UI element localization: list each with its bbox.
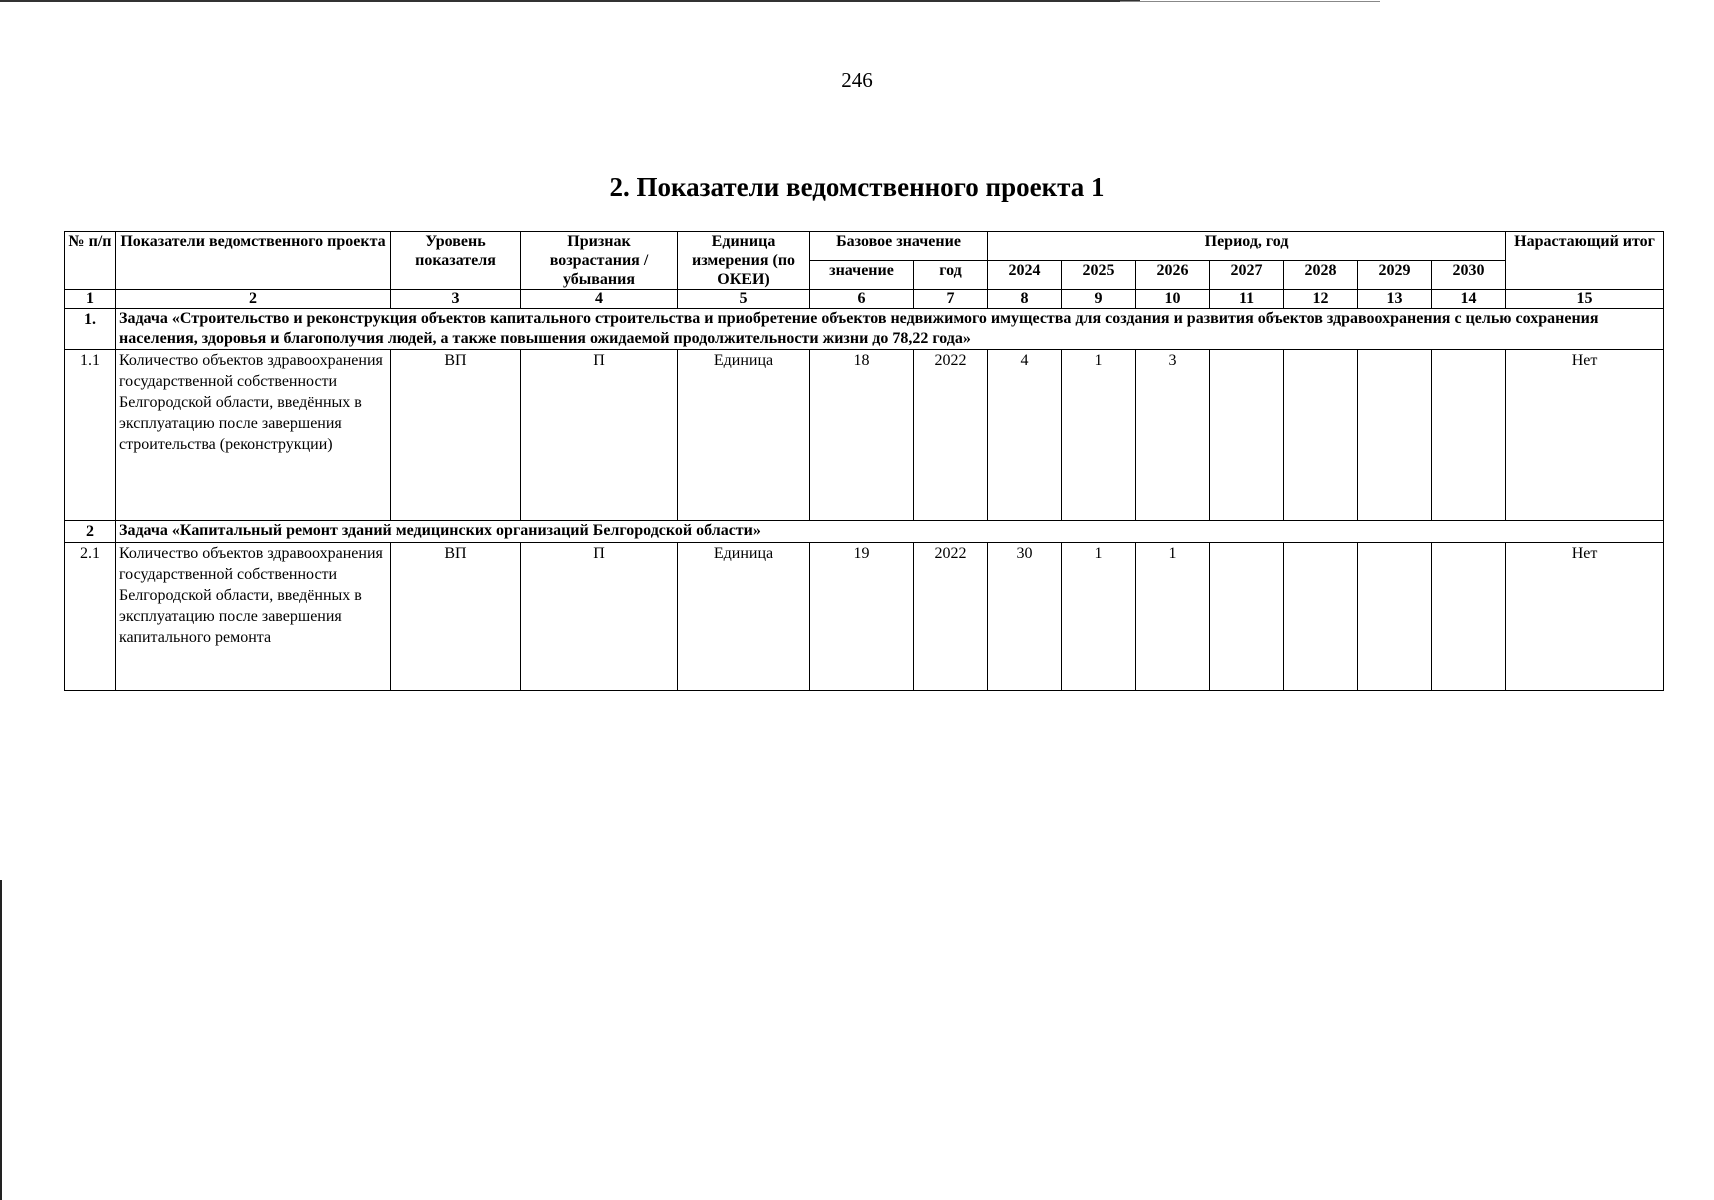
header-base-group: Базовое значение [810,232,988,261]
year-value: 1 [1136,543,1210,691]
header-year: 2027 [1210,261,1284,290]
header-year: 2024 [988,261,1062,290]
year-value: 4 [988,350,1062,521]
column-number: 4 [521,290,678,309]
year-value [1432,543,1506,691]
scan-border-top [0,0,1140,4]
accum-value: Нет [1506,543,1664,691]
column-number: 10 [1136,290,1210,309]
accum-value: Нет [1506,350,1664,521]
document-title: 2. Показатели ведомственного проекта 1 [609,172,1105,202]
base-year: 2022 [914,350,988,521]
year-value: 1 [1062,350,1136,521]
header-row-1 [65,232,1664,261]
base-year: 2022 [914,543,988,691]
year-value [1284,350,1358,521]
scan-border-top-right [1120,1,1380,2]
base-value: 18 [810,350,914,521]
indicator-level: ВП [391,350,521,521]
header-base-value: значение [810,261,914,290]
header-year: 2029 [1358,261,1432,290]
year-value [1358,543,1432,691]
page-number: 246 [841,68,873,92]
task-title: Задача «Строительство и реконструкция объектов капитального строительства и приобретение объектов недвижимого имущества для создания и развития объектов здравоохранения с целью сохранения населения, здоровья и благополучия людей, а также повышения ожидаемой продолжительности жизни до 78,22 года» [116,309,1664,350]
header-year: 2030 [1432,261,1506,290]
task-number: 1. [65,309,116,350]
row-number: 1.1 [65,350,116,521]
table-row [65,543,1664,691]
column-number: 15 [1506,290,1664,309]
column-number: 14 [1432,290,1506,309]
task-row [65,521,1664,543]
indicator-sign: П [521,350,678,521]
column-number: 5 [678,290,810,309]
base-value: 19 [810,543,914,691]
indicator-name: Количество объектов здравоохранения государственной собственности Белгородской области, введённых в эксплуатацию после завершения строительства (реконструкции) [116,350,391,521]
header-year: 2028 [1284,261,1358,290]
column-number: 9 [1062,290,1136,309]
header-num: № п/п [65,232,116,290]
task-number: 2 [65,521,116,543]
column-number: 13 [1358,290,1432,309]
header-sign: Признак возрастания / убывания [521,232,678,290]
header-level: Уровень показателя [391,232,521,290]
header-period-group: Период, год [988,232,1506,261]
scan-border-left [0,880,2,1200]
header-accum: Нарастающий итог [1506,232,1664,290]
column-number: 2 [116,290,391,309]
year-value [1432,350,1506,521]
column-number: 8 [988,290,1062,309]
table-row [65,350,1664,521]
indicator-sign: П [521,543,678,691]
header-year: 2026 [1136,261,1210,290]
indicator-unit: Единица [678,543,810,691]
indicator-name: Количество объектов здравоохранения государственной собственности Белгородской области, введённых в эксплуатацию после завершения капитального ремонта [116,543,391,691]
year-value: 3 [1136,350,1210,521]
indicator-unit: Единица [678,350,810,521]
header-base-year: год [914,261,988,290]
year-value [1210,543,1284,691]
column-number: 3 [391,290,521,309]
column-number: 7 [914,290,988,309]
year-value: 1 [1062,543,1136,691]
indicators-table [64,231,1664,691]
indicator-level: ВП [391,543,521,691]
year-value [1210,350,1284,521]
column-number-row [65,290,1664,309]
header-indicator: Показатели ведомственного проекта [116,232,391,290]
row-number: 2.1 [65,543,116,691]
year-value [1284,543,1358,691]
column-number: 1 [65,290,116,309]
year-value: 30 [988,543,1062,691]
task-title: Задача «Капитальный ремонт зданий медицинских организаций Белгородской области» [116,521,1664,543]
column-number: 6 [810,290,914,309]
header-year: 2025 [1062,261,1136,290]
header-unit: Единица измерения (по ОКЕИ) [678,232,810,290]
year-value [1358,350,1432,521]
column-number: 11 [1210,290,1284,309]
column-number: 12 [1284,290,1358,309]
task-row [65,309,1664,350]
